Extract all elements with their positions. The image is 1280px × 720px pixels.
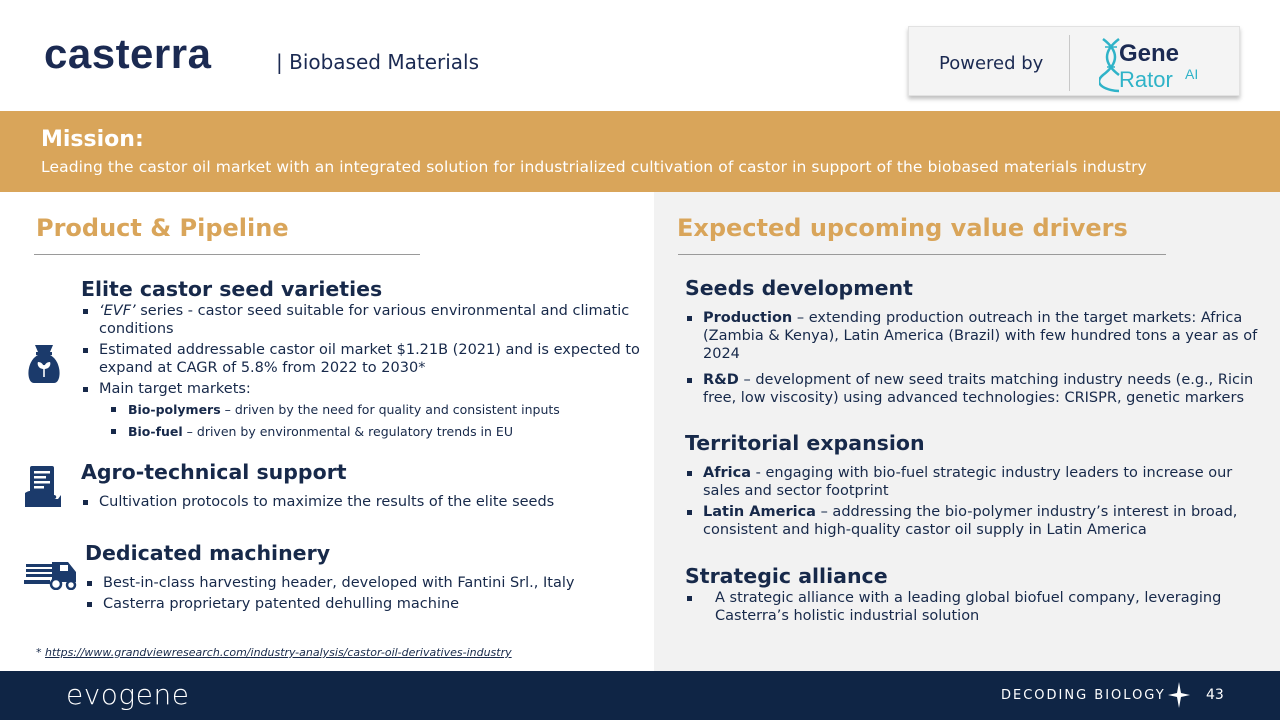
list-item xyxy=(685,464,1270,500)
bullet-lead: Bio-polymers xyxy=(128,402,221,417)
item-title-machinery: Dedicated machinery xyxy=(85,541,331,565)
item-title-agro-support: Agro-technical support xyxy=(81,460,347,484)
footnote-mark: * xyxy=(36,646,45,659)
bullet-text: Estimated addressable castor oil market $1.21B (2021) and is expected to expand at CAGR of 5.8% from 2022 to 2030* xyxy=(99,342,640,376)
product-pipeline-title: Product & Pipeline xyxy=(36,214,289,242)
page-number: 43 xyxy=(1206,687,1224,703)
generator-line1: Gene xyxy=(1119,40,1180,67)
seeds-development-bullets xyxy=(685,309,1270,410)
powered-by-box xyxy=(908,26,1240,96)
bullet-text: A strategic alliance with a leading global biofuel company, leveraging Casterra’s holistic industrial solution xyxy=(715,590,1222,624)
bullet-lead: Latin America xyxy=(703,504,816,520)
bullet-lead: ‘EVF’ xyxy=(99,303,136,319)
powered-by-label: Powered by xyxy=(939,53,1044,74)
strategic-alliance-bullets xyxy=(685,589,1245,628)
mission-title: Mission: xyxy=(41,127,144,152)
mission-banner xyxy=(0,111,1280,192)
elite-seeds-bullets xyxy=(81,302,641,445)
bullet-text: Best-in-class harvesting header, developed with Fantini Srl., Italy xyxy=(103,575,575,591)
bullet-lead: Bio-fuel xyxy=(128,424,183,439)
list-item xyxy=(85,574,645,592)
bullet-text: – addressing the bio-polymer industry’s interest in broad, consistent and high-quality castor oil supply in Latin America xyxy=(703,504,1238,538)
bullet-lead: Africa xyxy=(703,465,752,481)
list-item xyxy=(685,503,1270,539)
bullet-text: - engaging with bio-fuel strategic industry leaders to increase our sales and sector footprint xyxy=(703,465,1233,499)
sub-list-item xyxy=(81,401,641,419)
casterra-logo: casterra xyxy=(44,30,212,77)
list-item xyxy=(685,589,1245,625)
territorial-expansion-bullets xyxy=(685,464,1270,542)
machinery-bullets xyxy=(85,574,645,616)
bullet-text: Cultivation protocols to maximize the results of the elite seeds xyxy=(99,494,555,510)
bullet-text: – extending production outreach in the target markets: Africa (Zambia & Kenya), Latin America (Brazil) with few hundred tons a year as of 2024 xyxy=(703,310,1258,362)
list-item xyxy=(81,380,641,398)
generator-line2: Rator xyxy=(1119,67,1173,92)
document-support-icon xyxy=(24,465,62,513)
bullet-text: Main target markets: xyxy=(99,381,251,397)
harvester-icon xyxy=(24,560,78,594)
product-pipeline-rule xyxy=(34,254,420,255)
item-title-elite-seeds: Elite castor seed varieties xyxy=(81,277,383,301)
list-item xyxy=(685,309,1270,363)
evogene-logo: evogene xyxy=(66,678,190,711)
group-title-seeds-development: Seeds development xyxy=(685,276,913,300)
list-item xyxy=(685,371,1270,407)
dna-helix-icon xyxy=(1099,35,1229,93)
footer-tagline: DECODING BIOLOGY xyxy=(1001,688,1166,703)
sparkle-icon xyxy=(1168,682,1190,712)
footer-bar xyxy=(0,671,1280,720)
list-item xyxy=(81,493,641,511)
powered-by-divider xyxy=(1069,35,1070,91)
bullet-lead: Production xyxy=(703,310,793,326)
list-item xyxy=(81,341,641,377)
bullet-text: – development of new seed traits matching industry needs (e.g., Ricin free, low viscosity) using advanced technologies: CRISPR, genetic markers xyxy=(703,372,1254,406)
value-drivers-title: Expected upcoming value drivers xyxy=(677,214,1128,242)
seed-bag-icon xyxy=(26,343,62,389)
group-title-strategic-alliance: Strategic alliance xyxy=(685,564,888,588)
list-item xyxy=(81,302,641,338)
bullet-lead: R&D xyxy=(703,372,739,388)
list-item xyxy=(85,595,645,613)
division-label: | Biobased Materials xyxy=(276,50,480,74)
generator-suffix: AI xyxy=(1185,66,1199,82)
footnote-link[interactable]: https://www.grandviewresearch.com/industry-analysis/castor-oil-derivatives-industry xyxy=(45,646,512,659)
bullet-text: Casterra proprietary patented dehulling machine xyxy=(103,596,460,612)
bullet-text: series - castor seed suitable for various environmental and climatic conditions xyxy=(99,303,630,337)
bullet-text: – driven by environmental & regulatory trends in EU xyxy=(182,424,513,439)
sub-list-item xyxy=(81,423,641,441)
bullet-text: – driven by the need for quality and consistent inputs xyxy=(220,402,560,417)
value-drivers-rule xyxy=(678,254,1166,255)
footnote xyxy=(36,646,512,659)
mission-text: Leading the castor oil market with an integrated solution for industrialized cultivation of castor in support of the biobased materials industry xyxy=(41,158,1147,176)
group-title-territorial-expansion: Territorial expansion xyxy=(685,431,925,455)
generator-logo xyxy=(1099,35,1229,93)
agro-support-bullets xyxy=(81,493,641,514)
